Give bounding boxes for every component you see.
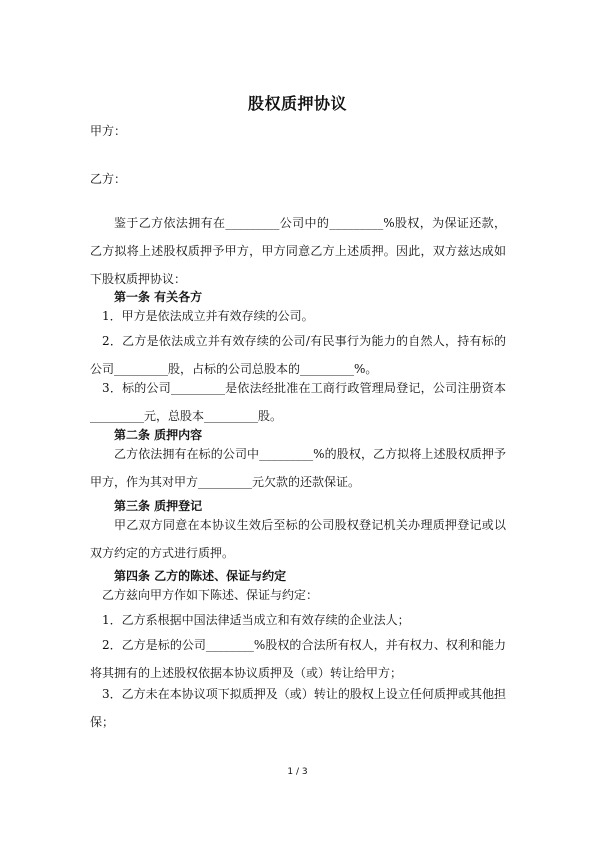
party-a-label: 甲方：: [90, 124, 127, 138]
article-3-heading: 第三条 质押登记: [114, 499, 203, 513]
document-title: 股权质押协议: [247, 94, 347, 113]
article-4-item-3: 3．乙方未在本协议项下拟质押及（或）转让的股权上设立任何质押或其他担保；: [90, 687, 506, 729]
article-4-item-2: 2．乙方是标的公司________%股权的合法所有权人，并有权力、权利和能力将其拥有的上述股权依据本协议质押及（或）转让给甲方；: [90, 638, 506, 680]
article-1-item-3: 3．标的公司_________是依法经批准在工商行政管理局登记，公司注册资本_________元，总股本_________股。: [90, 381, 506, 423]
article-4-item-1: 1．乙方系根据中国法律适当成立和有效存续的企业法人；: [102, 613, 410, 627]
article-1-item-1: 1．甲方是依法成立并有效存续的公司。: [102, 309, 314, 323]
article-2-heading: 第二条 质押内容: [114, 428, 203, 442]
article-4-lead: 乙方兹向甲方作如下陈述、保证与约定：: [102, 588, 319, 602]
article-2-body: 乙方依法拥有在标的公司中_________%的股权，乙方拟将上述股权质押予甲方，作为其对甲方_________元欠款的还款保证。: [90, 447, 506, 489]
intro-paragraph: 鉴于乙方依法拥有在_________公司中的_________%股权，为保证还款，乙方拟将上述股权质押予甲方，甲方同意乙方上述质押。因此，双方兹达成如下股权质押协议：: [90, 216, 506, 286]
article-3-body: 甲乙双方同意在本协议生效后至标的公司股权登记机关办理质押登记或以双方约定的方式进行质押。: [90, 518, 506, 560]
party-b-label: 乙方：: [90, 172, 127, 186]
page-indicator: 1 / 3: [287, 767, 308, 777]
article-4-heading: 第四条 乙方的陈述、保证与约定: [114, 569, 287, 583]
article-1-heading: 第一条 有关各方: [114, 290, 203, 304]
article-1-item-2: 2．乙方是依法成立并有效存续的公司/有民事行为能力的自然人，持有标的公司_________股，占标的公司总股本的_________%。: [90, 334, 506, 376]
